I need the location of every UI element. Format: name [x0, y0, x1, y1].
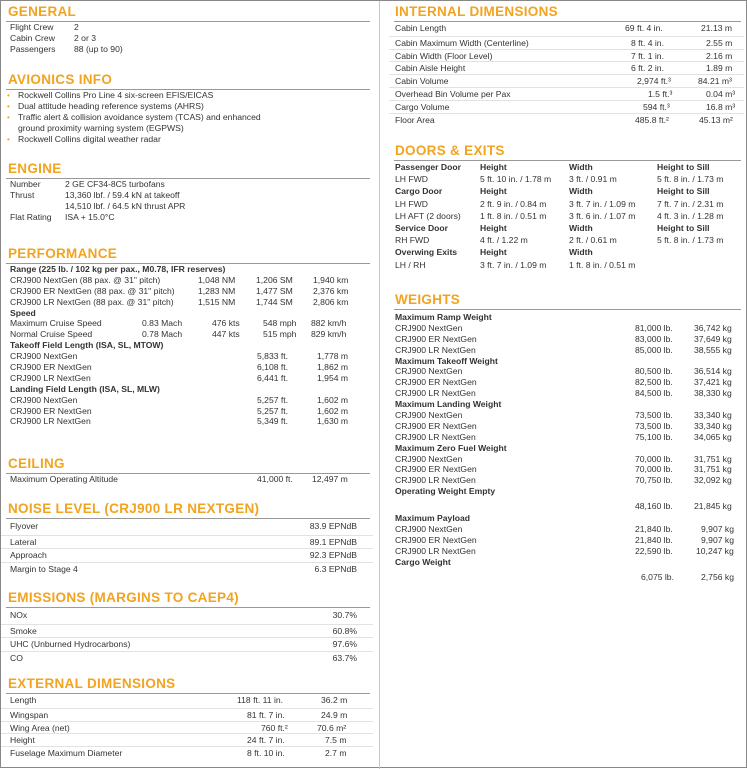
table-row: CRJ900 LR NextGen 5,349 ft. 1,630 m [10, 416, 349, 427]
table-row: Flyover 83.9 EPNdB [1, 522, 373, 536]
table-row: Lateral 89.1 EPNdB [1, 536, 373, 550]
general-row: Passengers 88 (up to 90) [10, 43, 123, 54]
table-row: CRJ900 NextGen (88 pax. @ 31" pitch) 1,048 NM 1,206 SM 1,940 km [10, 274, 349, 285]
table-row: Wingspan 81 ft. 7 in. 24.9 m [1, 709, 373, 722]
weights-section [389, 291, 744, 585]
table-row: RH FWD 4 ft. / 1.22 m 2 ft. / 0.61 m 5 ft. 8 in. / 1.73 m [395, 235, 724, 246]
internal-dimensions-section [389, 3, 744, 126]
table-row: Maximum Cruise Speed 0.83 Mach 476 kts 548 mph 882 km/h [10, 318, 347, 329]
subsection-title: Landing Field Length (ISA, SL, MLW) [10, 383, 160, 394]
bullet-icon: • [7, 91, 10, 100]
subsection-title: Cargo Weight [395, 556, 451, 567]
subsection-title: Maximum Zero Fuel Weight [395, 442, 507, 453]
subsection-title: Range (225 lb. / 102 kg per pax., M0.78, IFR reserves) [10, 264, 226, 274]
table-row: LH FWD 5 ft. 10 in. / 1.78 m 3 ft. / 0.91 m 5 ft. 8 in. / 1.73 m [395, 174, 724, 185]
list-item: • Dual attitude heading reference systems (AHRS) [7, 100, 204, 111]
table-row: LH AFT (2 doors) 1 ft. 8 in. / 0.51 m 3 ft. 6 in. / 1.07 m 4 ft. 3 in. / 1.28 m [395, 210, 724, 221]
table-row: Cabin Width (Floor Level) 7 ft. 1 in. 2.16 m [389, 50, 744, 63]
bullet-icon: • [7, 101, 10, 111]
table-row: CRJ900 LR NextGen 85,000 lb. 38,555 kg [395, 344, 732, 355]
engine-row: Number 2 GE CF34-8C5 turbofans [10, 179, 165, 189]
general-row: Cabin Crew 2 or 3 [10, 32, 96, 43]
table-row: CRJ900 LR NextGen 6,441 ft. 1,954 m [10, 372, 349, 383]
subsection-title: Service Door Height Width Height to Sill [395, 222, 710, 233]
table-row: Height 24 ft. 7 in. 7.5 m [1, 734, 373, 747]
table-row: CRJ900 ER NextGen 82,500 lb. 37,421 kg [395, 377, 732, 388]
table-row: Cargo Volume 594 ft.³ 16.8 m³ [389, 101, 744, 114]
section-title: PERFORMANCE [8, 246, 118, 261]
table-row: Margin to Stage 4 6.3 EPNdB [10, 563, 357, 574]
doors-section [389, 142, 744, 273]
table-row: Fuselage Maximum Diameter 8 ft. 10 in. 2.7 m [10, 748, 347, 759]
table-row: CRJ900 ER NextGen (88 pax. @ 31" pitch) 1,283 NM 1,477 SM 2,376 km [10, 285, 349, 296]
table-row: Approach 92.3 EPNdB [1, 549, 373, 563]
section-title: EMISSIONS (MARGINS TO CAEP4) [8, 590, 239, 605]
section-title: GENERAL [8, 4, 77, 19]
subsection-title: Maximum Payload [395, 513, 470, 524]
table-row: CRJ900 ER NextGen 6,108 ft. 1,862 m [10, 362, 349, 373]
section-title: WEIGHTS [395, 292, 461, 307]
table-row: 48,160 lb. 21,845 kg [635, 501, 732, 512]
avionics-section [1, 71, 373, 145]
table-row: CRJ900 NextGen 80,500 lb. 36,514 kg [395, 366, 732, 377]
table-row: CRJ900 NextGen 73,500 lb. 33,340 kg [395, 410, 732, 421]
section-title: CEILING [8, 456, 65, 471]
table-row: Smoke 60.8% [1, 625, 373, 639]
subsection-title: Operating Weight Empty [395, 486, 496, 497]
engine-section [1, 160, 373, 224]
subsection-title: Cargo Door Height Width Height to Sill [395, 186, 710, 197]
table-row: Maximum Operating Altitude 41,000 ft. 12,497 m [10, 474, 348, 484]
table-row: CRJ900 NextGen 70,000 lb. 31,751 kg [395, 453, 732, 464]
table-row: CRJ900 LR NextGen 70,750 lb. 32,092 kg [395, 475, 732, 486]
subsection-title: Takeoff Field Length (ISA, SL, MTOW) [10, 340, 164, 351]
list-item: • Rockwell Collins Pro Line 4 six-screen EFIS/EICAS [7, 90, 214, 100]
table-row: 6,075 lb. 2,756 kg [641, 571, 734, 582]
table-row: Cabin Length 69 ft. 4 in. 21.13 m [389, 24, 744, 37]
table-row: CRJ900 LR NextGen 75,100 lb. 34,065 kg [395, 431, 732, 442]
table-row: CRJ900 NextGen 5,257 ft. 1,602 m [10, 394, 349, 405]
subsection-title: Maximum Landing Weight [395, 399, 502, 410]
table-row: CRJ900 ER NextGen 73,500 lb. 33,340 kg [395, 420, 732, 431]
list-item: ground proximity warning system (EGPWS) [18, 122, 184, 133]
list-item: • Rockwell Collins digital weather radar [7, 133, 161, 144]
table-row: UHC (Unburned Hydrocarbons) 97.6% [1, 638, 373, 652]
section-title: ENGINE [8, 161, 62, 176]
ceiling-section [1, 455, 373, 486]
bullet-icon: • [7, 134, 10, 144]
subsection-title: Maximum Ramp Weight [395, 312, 492, 322]
column-divider [379, 1, 380, 769]
table-row: Normal Cruise Speed 0.78 Mach 447 kts 515 mph 829 km/h [10, 329, 347, 340]
emissions-section [1, 589, 373, 665]
external-dimensions-section [1, 675, 373, 760]
bullet-icon: • [7, 112, 10, 122]
table-row: CRJ900 ER NextGen 70,000 lb. 31,751 kg [395, 464, 732, 475]
table-row: Overhead Bin Volume per Pax 1.5 ft.³ 0.04 m³ [389, 88, 744, 101]
subsection-title: Passenger Door Height Width Height to Sill [395, 162, 710, 172]
performance-section [1, 245, 373, 428]
engine-row: 14,510 lbf. / 64.5 kN thrust APR [65, 200, 186, 211]
general-row: Flight Crew 2 [10, 22, 79, 32]
table-row: LH / RH 3 ft. 7 in. / 1.09 m 1 ft. 8 in. / 0.51 m [395, 259, 636, 270]
list-item: • Traffic alert & collision avoidance system (TCAS) and enhanced [7, 111, 261, 122]
table-row: Wing Area (net) 760 ft.² 70.6 m² [1, 722, 373, 735]
subsection-title: Overwing Exits Height Width [395, 247, 593, 258]
noise-section [1, 500, 373, 576]
subsection-title: Speed [10, 307, 36, 318]
table-row: CRJ900 LR NextGen 84,500 lb. 38,330 kg [395, 388, 732, 399]
table-row: Cabin Volume 2,974 ft.³ 84.21 m³ [389, 75, 744, 88]
section-title: INTERNAL DIMENSIONS [395, 4, 558, 19]
table-row: Floor Area 485.8 ft.² 45.13 m² [395, 114, 733, 125]
subsection-title: Maximum Takeoff Weight [395, 355, 498, 366]
section-title: EXTERNAL DIMENSIONS [8, 676, 176, 691]
table-row: CRJ900 NextGen 5,833 ft. 1,778 m [10, 351, 349, 362]
table-row: CRJ900 LR NextGen 22,590 lb. 10,247 kg [395, 545, 734, 556]
table-row: CRJ900 NextGen 81,000 lb. 36,742 kg [395, 322, 732, 333]
table-row: Length 118 ft. 11 in. 36.2 m [1, 696, 373, 709]
table-row: NOx 30.7% [1, 611, 373, 625]
engine-row: Thrust 13,360 lbf. / 59.4 kN at takeoff [10, 189, 180, 200]
table-row: CRJ900 LR NextGen (88 pax. @ 31" pitch) 1,515 NM 1,744 SM 2,806 km [10, 296, 349, 307]
table-row: Cabin Maximum Width (Centerline) 8 ft. 4 in. 2.55 m [389, 37, 744, 50]
table-row: CRJ900 NextGen 21,840 lb. 9,907 kg [395, 524, 734, 535]
table-row: Cabin Aisle Height 6 ft. 2 in. 1.89 m [389, 62, 744, 75]
table-row: CRJ900 ER NextGen 5,257 ft. 1,602 m [10, 405, 349, 416]
table-row: LH FWD 2 ft. 9 in. / 0.84 m 3 ft. 7 in. / 1.09 m 7 ft. 7 in. / 2.31 m [395, 198, 724, 209]
table-row: CRJ900 ER NextGen 21,840 lb. 9,907 kg [395, 534, 734, 545]
section-title: DOORS & EXITS [395, 143, 505, 158]
section-title: AVIONICS INFO [8, 72, 113, 87]
section-title: NOISE LEVEL (CRJ900 LR NEXTGEN) [8, 501, 260, 516]
table-row: CO 63.7% [10, 652, 357, 663]
general-section [1, 3, 373, 56]
table-row: CRJ900 ER NextGen 83,000 lb. 37,649 kg [395, 333, 732, 344]
engine-row: Flat Rating ISA + 15.0°C [10, 211, 115, 222]
